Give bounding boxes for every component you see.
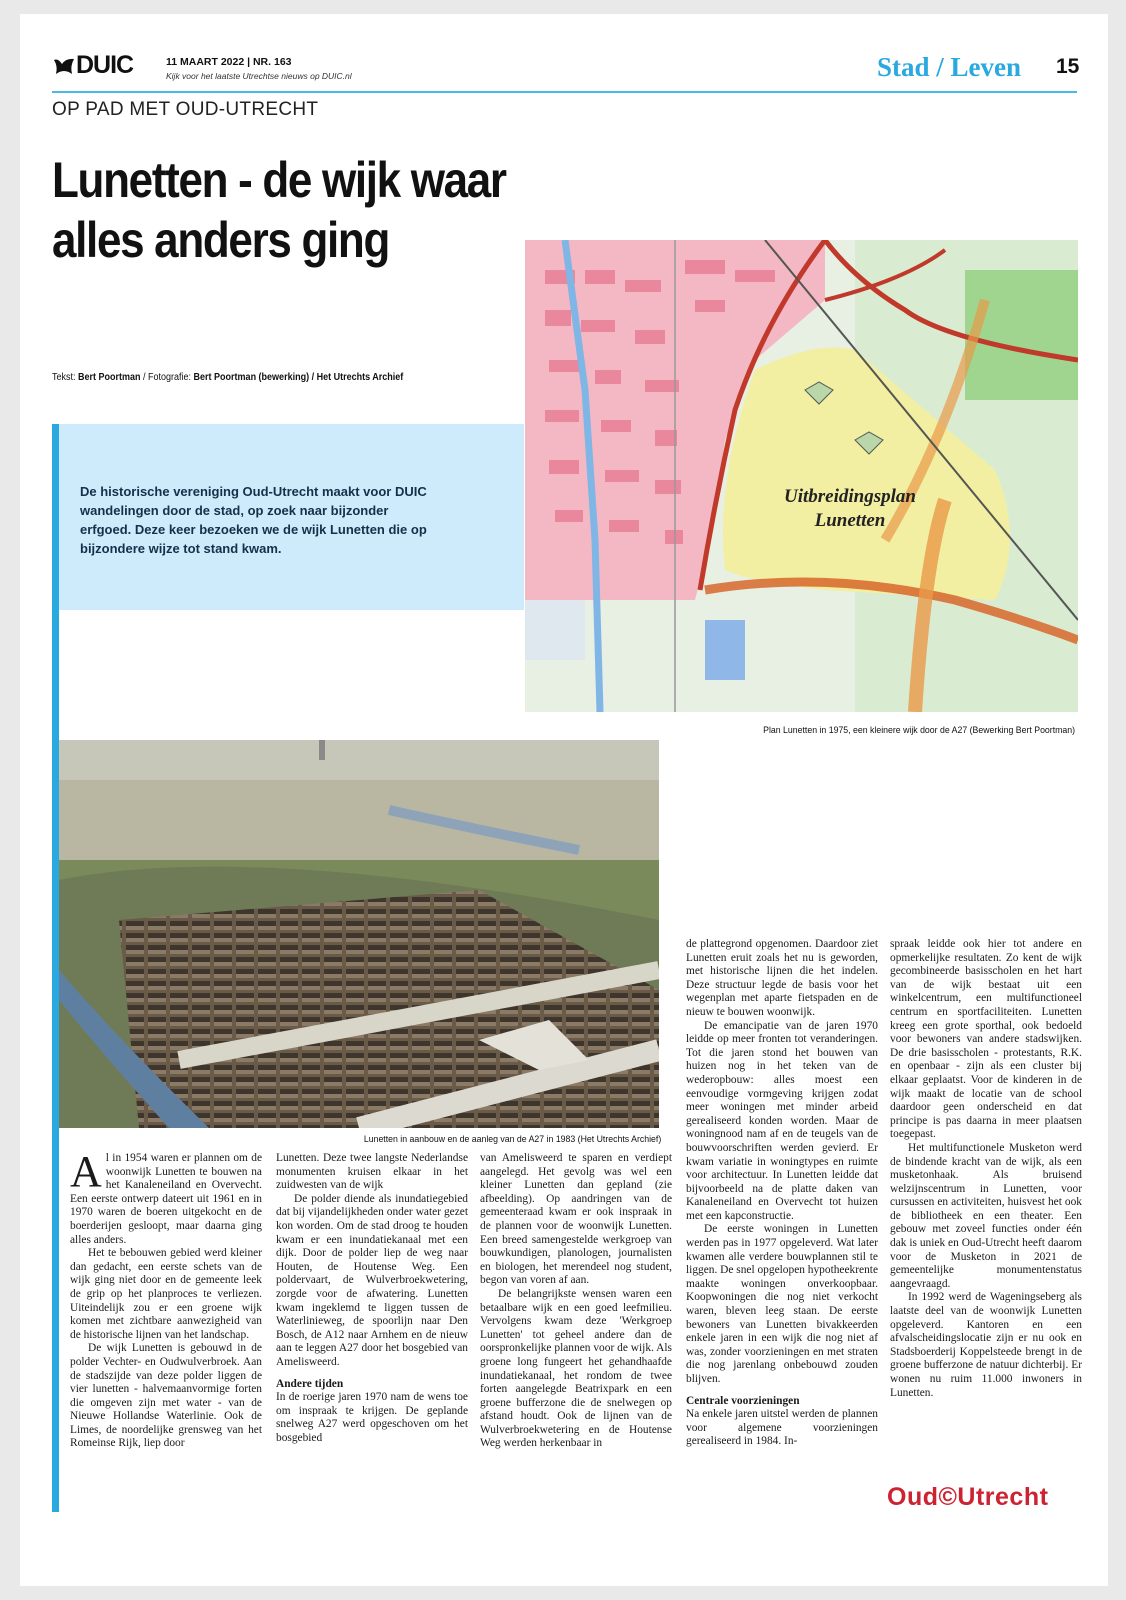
kicker: OP PAD MET OUD-UTRECHT — [52, 99, 319, 120]
paragraph: Lunetten. Deze twee langste Nederlandse monumenten kruisen elkaar in het zuidwesten van de wijk — [276, 1152, 468, 1192]
column-2 — [276, 1152, 468, 1445]
paragraph: Het te bebouwen gebied werd kleiner dan gedacht, een eerste schets van de wijk ging niet door en de gemeente leek de grip op het planproces te verliezen. Uiteindelijk zou er een groene wijk komen met zichtbare aanwezigheid van de historische lijnen van het landschap. — [70, 1247, 262, 1341]
section-title: Stad / Leven — [876, 52, 1021, 82]
aerial-photo — [59, 740, 659, 1128]
header-divider — [52, 91, 1077, 93]
paragraph: De emancipatie van de jaren 1970 leidde op meer fronten tot veranderingen. Tot die jaren stond het bouwen van huizen nog in het teken van de wederopbouw: alles moest een eenvoudige vormgeving krijgen zodat meer woningen met minder arbeid gerealiseerd konden worden. Maar de woningnood nam af en de teugels van de bouwvoorschriften werden gevierd. Er kwam variatie in woningtypes en ruimte voor architectuur. In Lunetten leidde dat bijvoorbeeld na de platte daken van Kanaleneiland en Overvecht tot huizen met een kapconstructie. — [686, 1019, 878, 1222]
oud-utrecht-logo: Oud©Utrecht — [887, 1483, 1049, 1511]
paragraph: De eerste woningen in Lunetten werden pas in 1977 opgeleverd. Wat later kwamen alle verdere bouwplannen stil te liggen. De snel opgelopen hypotheekrente maakte woningen onverkoopbaar. Koopwoningen die nog niet verkocht waren, bleven leeg staan. De eerste bewoners van Lunetten bivakkeerden enkele jaren in een wijk die nog niet af was, zonder voorzieningen en met straten die nog jarenlang onbebouwd zouden blijven. — [686, 1223, 879, 1385]
accent-bar — [52, 424, 59, 1512]
map-illustration — [525, 240, 1078, 712]
paragraph: de plattegrond opgenomen. Daardoor ziet Lunetten eruit zoals het nu is geworden, met historische lijnen die het indelen. Deze structuur legde de basis voor het wegenplan met aparte fietspaden en de nieuw te bouwen woonwijk. — [686, 938, 878, 1018]
photo-caption: Lunetten in aanbouw en de aanleg van de A27 in 1983 (Het Utrechts Archief) — [363, 1134, 661, 1145]
duic-logo[interactable]: DUIC — [76, 51, 134, 79]
paragraph — [70, 1147, 262, 1247]
paragraph: De belangrijkste wensen waren een betaalbare wijk en een goed leefmilieu. Vervolgens kwam deze 'Werkgroep Lunetten' tot geheel andere dan de oorspronkelijke plannen voor de wijk. Als groene long fungeert het gehandhaafde inundatiekanaal, het rondom de twee forten aangelegde Beatrixpark en een groene bufferzone die de snelwegen op afstand houdt. Ook de lijnen van de Wulverbroekwetering en de Houtense Weg werden herkenbaar in — [480, 1287, 672, 1450]
paragraph: Na enkele jaren uitstel werden de plannen voor algemene voorzieningen gerealiseerd in 1984. In- — [686, 1408, 878, 1448]
paragraph: De wijk Lunetten is gebouwd in de polder Vechter- en Oudwulverbroek. Aan de stadszijde van deze polder liggen de vier lunetten - halvemaanvormige forten die omgeven zijn met water - van de Nieuwe Hollandse Waterlinie. Ook de Limes, de noordelijke grensweg van het Romeinse Rijk, liep door — [70, 1342, 262, 1450]
credits-author: Bert Poortman — [78, 372, 141, 383]
paragraph: In 1992 werd de Wageningseberg als laatste deel van de woonwijk Lunetten opgeleverd. Kantoren en een afvalscheidingslocatie zijn er nu ook en Stadsboerderij Koppelsteede brengt in de groene bufferzone de natuur dichterbij. Er wonen nu ruim 11.000 inwoners in Lunetten. — [890, 1291, 1082, 1399]
headline: Lunetten - de wijk waar alles anders ging — [52, 152, 506, 268]
map-image — [525, 240, 1078, 712]
map-label-1: Uitbreidingsplan — [784, 486, 916, 507]
credits-photo: Bert Poortman (bewerking) / Het Utrechts Archief — [193, 372, 404, 383]
subheading: Centrale voorzieningen — [686, 1394, 800, 1407]
column-3 — [480, 1152, 672, 1451]
intro-text: De historische vereniging Oud-Utrecht maakt voor DUIC wandelingen door de stad, op zoek naar bijzonder erfgoed. Deze keer bezoeken we de wijk Lunetten die op bijzondere wijze tot stand kwam. — [80, 484, 427, 556]
subheading: Andere tijden — [276, 1377, 344, 1390]
column-5 — [890, 938, 1082, 1400]
drop-cap: A — [70, 1147, 102, 1196]
paragraph-text: l in 1954 waren er plannen om de woonwijk Lunetten te bouwen na het Kanaleneiland en Overvecht. Een eerste ontwerp dateert uit 1961 en in 1970 waren de boeren uitgekocht en de boerderijen gesloopt, maar daarna ging alles anders. — [70, 1152, 262, 1246]
column-1 — [70, 1147, 262, 1451]
paragraph: van Amelisweerd te sparen en verdiept aangelegd. Het gevolg was wel een kleiner Lunetten dan gepland (zie afbeelding). Op aandringen van de gemeenteraad kwam er ook inspraak in de plannen voor de woonwijk Lunetten. Een breed samengestelde werkgroep van bouwkundigen, planologen, journalisten en biologen, het merendeel nog student, begon van voren af aan. — [480, 1152, 672, 1287]
credits-label-text: Tekst: — [52, 372, 76, 383]
credits-label-photo: / Fotografie: — [140, 372, 192, 383]
paragraph: In de roerige jaren 1970 nam de wens toe om inspraak te krijgen. De geplande snelweg A27 werd opgeschoven om het bosgebied — [276, 1391, 468, 1444]
paragraph: De polder diende als inundatiegebied dat bij vijandelijkheden onder water gezet kon worden. Om de stad droog te houden kwam er een inundatiekanaal met een dijk. Door de polder liep de weg naar Houten, de Houtense Weg. Een poldervaart, de Wulverbroekwetering, zorgde voor de afwatering. Lunetten kwam ingeklemd te liggen tussen de Waterlinieweg, de spoorlijn naar Den Bosch, de A12 naar Arnhem en de nieuw aan te leggen A27 door het bosgebied van Amelisweerd. — [276, 1192, 468, 1368]
tagline: Kijk voor het laatste Utrechtse nieuws op DUIC.nl — [166, 71, 352, 81]
page-number: 15 — [1056, 55, 1080, 78]
issue-date: 11 MAART 2022 | NR. 163 — [166, 56, 292, 68]
column-4 — [686, 938, 878, 1449]
paragraph: Het multifunctionele Musketon werd de bindende kracht van de wijk, als een musketonhaak. Als bruisend welzijnscentrum in Lunetten, voor cursussen en activiteiten, huisvest het ook de bibliotheek en een theater. Een gebouw met zoveel functies onder één dak is uniek en Oud-Utrecht heeft daarom voor de Musketon in 2021 de gemeentelijke monumentenstatus aangevraagd. — [890, 1141, 1082, 1290]
credits — [52, 372, 403, 383]
aerial-illustration — [59, 740, 659, 1128]
map-caption: Plan Lunetten in 1975, een kleinere wijk door de A27 (Bewerking Bert Poortman) — [763, 725, 1075, 736]
paragraph: spraak leidde ook hier tot andere en opmerkelijke resultaten. Zo kent de wijk gecombineerde basisscholen en het hart van de wijk bestaat uit een winkelcentrum, een multifunctioneel centrum en sportfaciliteiten. Lunetten kreeg een grote sporthal, ook bedoeld voor bewoners van andere stadswijken. De drie basisscholen - protestants, R.K. en openbaar - zijn als een cluster bij elkaar geplaatst. Voor de kinderen in de wijk maakt de locatie van de school daardoor geen onderscheid en dat principe is pas daarna in meer plaatsen toegepast. — [890, 938, 1082, 1141]
map-label-2: Lunetten — [814, 510, 886, 531]
duic-logo-icon — [52, 56, 76, 78]
